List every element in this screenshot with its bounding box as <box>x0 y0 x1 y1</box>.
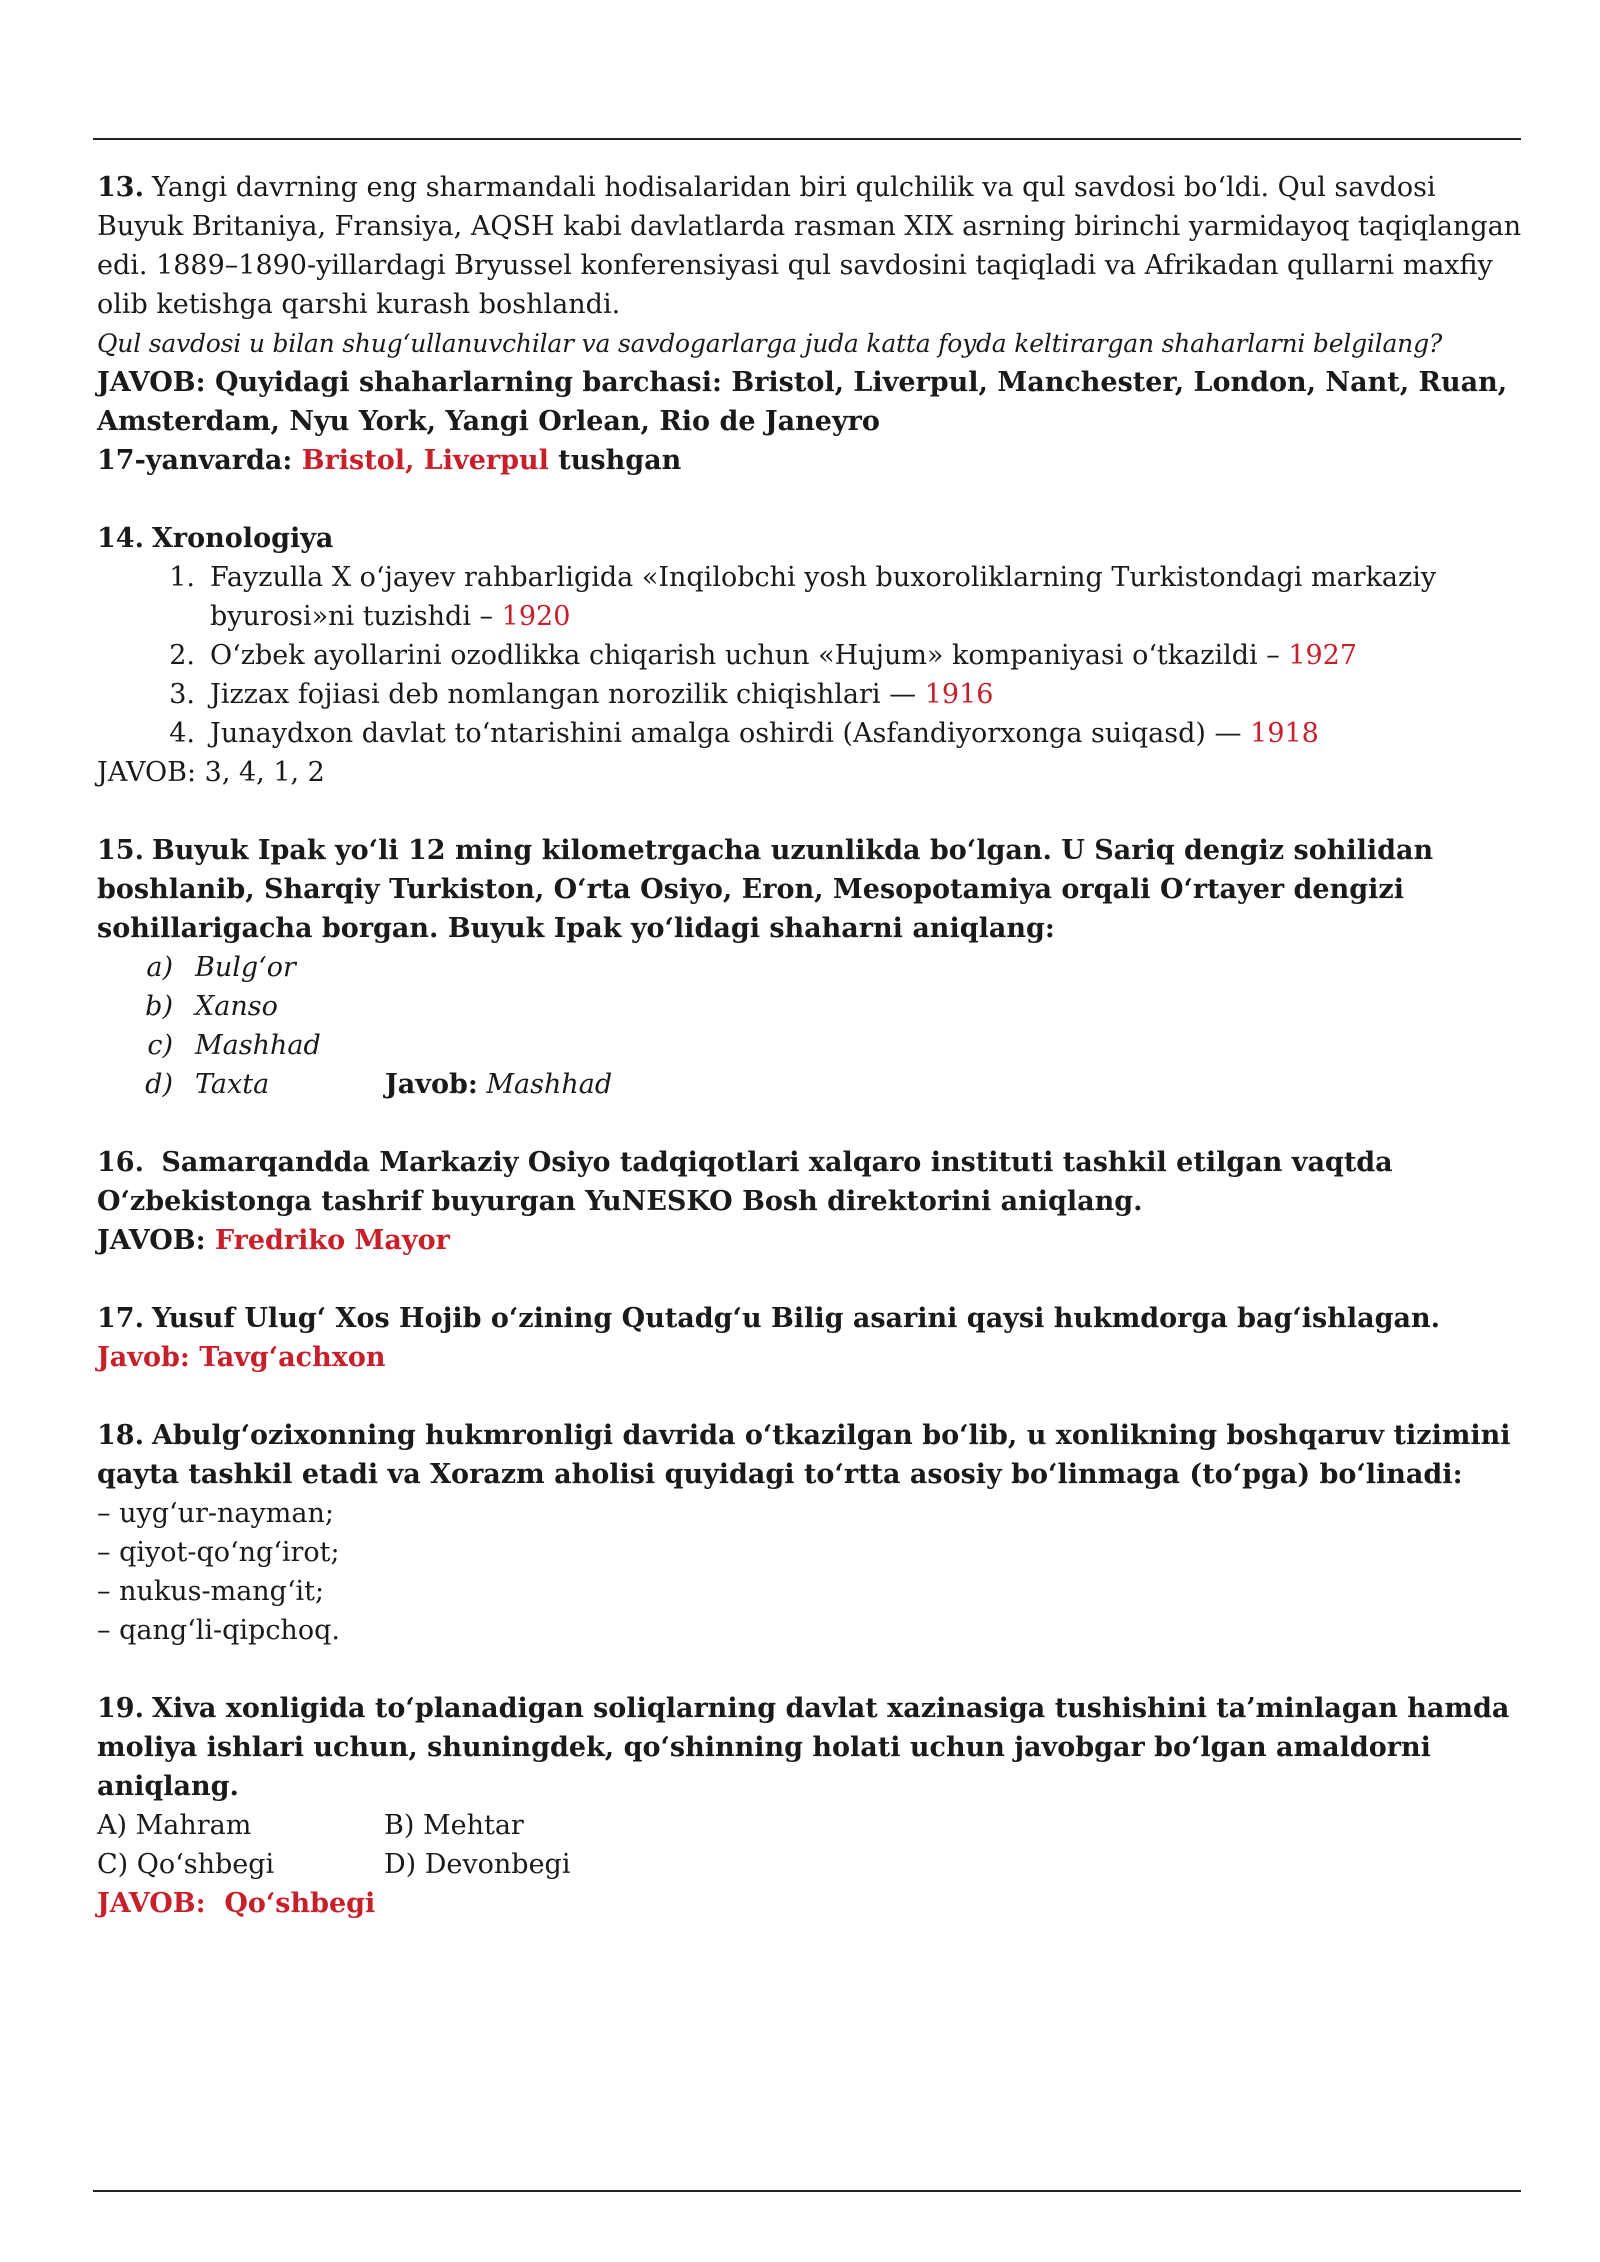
option-letter: b) <box>145 991 173 1022</box>
item-year: 1916 <box>924 679 994 710</box>
option-item: B) Mehtar <box>384 1810 524 1841</box>
question-16 <box>97 1143 1527 1260</box>
option-item: C) Qo‘shbegi <box>97 1849 275 1880</box>
question-19-text <box>97 1689 1527 1806</box>
list-item <box>97 636 1527 675</box>
item-year: 1927 <box>1288 640 1358 671</box>
item-text: O‘zbek ayollarini ozodlikka chiqarish uchun «Hujum» kompaniyasi o‘tkazildi – <box>210 640 1280 671</box>
top-rule <box>93 138 1521 140</box>
question-13-answer: JAVOB: Quyidagi shaharlarning barchasi: Bristol, Liverpul, Manchester, London, Nant, Ruan, Amsterdam, Nyu York, Yangi Orlean, Rio de Janeyro <box>97 367 1508 437</box>
question-15-text <box>97 831 1527 948</box>
question-17 <box>97 1299 1527 1377</box>
bottom-rule <box>93 2190 1521 2192</box>
question-number: 15. <box>97 835 144 866</box>
item-text: Jizzax fojiasi deb nomlangan norozilik chiqishlari — <box>210 679 917 710</box>
question-19-answer: JAVOB: Qo‘shbegi <box>97 1888 376 1919</box>
option-item <box>97 987 1527 1026</box>
item-number: 4. <box>169 718 195 749</box>
option-letter: a) <box>146 952 173 983</box>
question-13-text <box>97 168 1527 324</box>
list-item <box>97 558 1527 636</box>
answer-label: Javob: <box>385 1069 478 1100</box>
list-item: – nukus-mang‘it; <box>97 1576 325 1607</box>
answer-value: Fredriko Mayor <box>214 1225 450 1256</box>
question-13 <box>97 168 1527 480</box>
option-value: Bulg‘or <box>195 952 296 983</box>
option-letter: d) <box>145 1069 173 1100</box>
question-number: 13. <box>97 172 144 203</box>
option-letter: c) <box>147 1030 173 1061</box>
question-14-answer: JAVOB: 3, 4, 1, 2 <box>97 757 325 788</box>
option-item <box>97 948 1527 987</box>
option-item: A) Mahram <box>97 1810 252 1841</box>
option-item <box>97 1065 1527 1104</box>
question-13-prompt: Qul savdosi u bilan shug‘ullanuvchilar va savdogarlarga juda katta foyda keltirargan shaharlarni belgilang? <box>97 329 1443 358</box>
question-18-text <box>97 1416 1527 1494</box>
option-item: D) Devonbegi <box>384 1849 571 1880</box>
list-item: – qang‘li-qipchoq. <box>97 1615 340 1646</box>
question-number: 19. <box>97 1693 144 1724</box>
item-number: 1. <box>169 562 195 593</box>
question-body: Xiva xonligida to‘planadigan soliqlarning davlat xazinasiga tushishini ta’minlagan hamda moliya ishlari uchun, shuningdek, qo‘shinning holati uchun javobgar bo‘lgan amaldorni aniqlang. <box>97 1693 1510 1802</box>
question-title: Xronologiya <box>151 523 334 554</box>
answer-label: JAVOB: <box>97 1225 206 1256</box>
item-number: 3. <box>169 679 195 710</box>
question-18 <box>97 1416 1527 1650</box>
question-14-title <box>97 519 1527 558</box>
question-number: 14. <box>97 523 144 554</box>
question-15 <box>97 831 1527 1104</box>
question-15-answer <box>385 1065 612 1104</box>
question-number: 17. <box>97 1303 144 1334</box>
question-number: 18. <box>97 1420 144 1451</box>
list-item: – uyg‘ur-nayman; <box>97 1498 334 1529</box>
answer-options <box>97 1806 1527 1884</box>
document-body <box>97 168 1527 1962</box>
item-text: Fayzulla X o‘jayev rahbarligida «Inqilobchi yosh buxoroliklarning Turkistondagi markaziy byurosi»ni tuzishdi – <box>210 562 1437 632</box>
list-item <box>97 714 1527 753</box>
question-17-text <box>97 1299 1527 1338</box>
question-19 <box>97 1689 1527 1923</box>
item-year: 1918 <box>1250 718 1319 749</box>
question-body: Abulg‘ozixonning hukmronligi davrida o‘tkazilgan bo‘lib, u xonlikning boshqaruv tizimini qayta tashkil etadi va Xorazm aholisi quyidagi to‘rtta asosiy bo‘linmaga (to‘pga) bo‘linadi: <box>97 1420 1511 1490</box>
question-body: Yangi davrning eng sharmandali hodisalaridan biri qulchilik va qul savdosi bo‘ldi. Qul savdosi Buyuk Britaniya, Fransiya, AQSH kabi davlatlarda rasman XIX asrning birinchi yarmidayoq taqiqlangan edi. 1889–1890-yillardagi Bryussel konferensiyasi qul savdosini taqiqladi va Afrikadan qullarni maxfiy olib ketishga qarshi kurash boshlandi. <box>97 172 1522 320</box>
note-prefix: 17-yanvarda: <box>97 445 293 476</box>
question-body: Yusuf Ulug‘ Xos Hojib o‘zining Qutadg‘u Bilig asarini qaysi hukmdorga bag‘ishlagan. <box>151 1303 1441 1334</box>
list-item: – qiyot-qo‘ng‘irot; <box>97 1537 340 1568</box>
question-17-answer: Javob: Tavg‘achxon <box>97 1342 386 1373</box>
question-body: Buyuk Ipak yo‘li 12 ming kilometrgacha uzunlikda bo‘lgan. U Sariq dengiz sohilidan boshlanib, Sharqiy Turkiston, O‘rta Osiyo, Eron, Mesopotamiya orqali O‘rtayer dengizi sohillarigacha borgan. Buyuk Ipak yo‘lidagi shaharni aniqlang: <box>97 835 1434 944</box>
item-number: 2. <box>169 640 195 671</box>
question-16-answer <box>97 1221 1527 1260</box>
question-number: 16. <box>97 1147 144 1178</box>
note-highlight: Bristol, Liverpul <box>301 445 549 476</box>
option-value: Taxta <box>195 1069 270 1100</box>
chronology-list <box>97 558 1527 753</box>
question-body: Samarqandda Markaziy Osiyo tadqiqotlari xalqaro instituti tashkil etilgan vaqtda O‘zbekistonga tashrif buyurgan YuNESKO Bosh direktorini aniqlang. <box>97 1147 1393 1217</box>
item-year: 1920 <box>501 601 571 632</box>
answer-value: Mashhad <box>486 1069 613 1100</box>
option-value: Mashhad <box>195 1030 321 1061</box>
note-suffix: tushgan <box>558 445 682 476</box>
list-item <box>97 675 1527 714</box>
question-16-text <box>97 1143 1527 1221</box>
option-value: Xanso <box>195 991 278 1022</box>
answer-options <box>97 948 1527 1104</box>
question-14 <box>97 519 1527 792</box>
item-text: Junaydxon davlat to‘ntarishini amalga oshirdi (Asfandiyorxonga suiqasd) — <box>210 718 1242 749</box>
option-item <box>97 1026 1527 1065</box>
question-13-note <box>97 441 1527 480</box>
